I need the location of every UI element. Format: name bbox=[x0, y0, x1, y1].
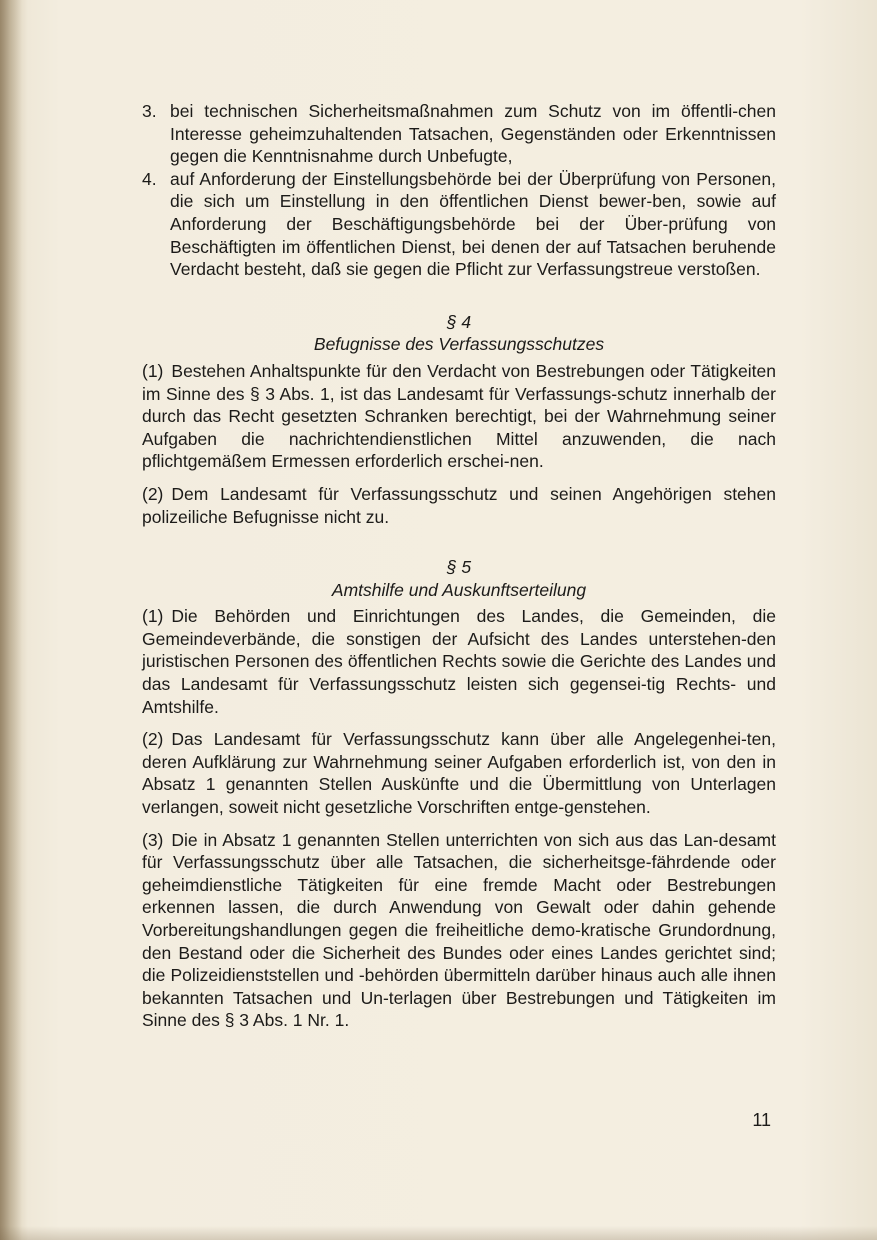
paragraph-number: (2) bbox=[142, 729, 164, 750]
list-item-3 bbox=[142, 100, 776, 168]
page-bottom-edge bbox=[0, 1226, 877, 1240]
page-number: 11 bbox=[752, 1110, 771, 1130]
section-5-paragraph-3 bbox=[142, 829, 776, 1032]
list-item-4 bbox=[142, 168, 776, 281]
section-5-paragraph-2 bbox=[142, 728, 776, 818]
paragraph-number: (1) bbox=[142, 606, 164, 627]
paragraph-number: (3) bbox=[142, 829, 164, 850]
paragraph-number: (1) bbox=[142, 360, 164, 381]
list-item-number: 4. bbox=[142, 168, 157, 189]
list-item-text: auf Anforderung der Einstellungsbehörde bei der Überprüfung von Personen, die sich um Einstellung in den öffentlichen Dienst bewer-ben, sowie auf Anforderung der Beschäftigungsbehörde bei der Über-prüfung von Beschäftigten im öffentlichen Dienst, bei denen der auf Tatsachen beruhende Verdacht besteht, daß sie gegen die Pflicht zur Verfassungstreue verstoßen. bbox=[170, 168, 776, 280]
paragraph-number: (2) bbox=[142, 483, 164, 504]
list-item-number: 3. bbox=[142, 101, 157, 121]
paragraph-text: Die in Absatz 1 genannten Stellen unterrichten von sich aus das Lan-desamt für Verfassungsschutz über alle Tatsachen, die sicherheitsge-fährdende oder geheimdienstliche Tätigkeiten für eine fremde Macht oder Bestrebungen erkennen lassen, die durch Anwendung von Gewalt oder dahin gehende Vorbereitungshandlungen gegen die freiheitliche demo-kratische Grundordnung, den Bestand oder die Sicherheit des Bundes oder eines Landes gerichtet sind; die Polizeidienststellen und -behörden übermitteln darüber hinaus auch alle ihnen bekannten Tatsachen und Un-terlagen über Bestrebungen und Tätigkeiten im Sinne des § 3 Abs. 1 Nr. 1. bbox=[142, 829, 776, 1031]
section-5-number: § 5 bbox=[446, 557, 472, 578]
paragraph-text: Dem Landesamt für Verfassungsschutz und seinen Angehörigen stehen polizeiliche Befugnisse nicht zu. bbox=[142, 483, 776, 527]
list-item-text: bei technischen Sicherheitsmaßnahmen zum Schutz von im öffentli-chen Interesse geheimzuhaltenden Tatsachen, Gegenständen oder Erkenntnissen gegen die Kenntnisnahme durch Unbefugte, bbox=[170, 101, 776, 167]
section-4-title: Befugnisse des Verfassungsschutzes bbox=[313, 334, 605, 355]
section-4-paragraph-2 bbox=[142, 483, 776, 528]
section-5-paragraph-1 bbox=[142, 605, 776, 718]
section-5-title: Amtshilfe und Auskunftserteilung bbox=[331, 579, 587, 600]
paragraph-text: Das Landesamt für Verfassungsschutz kann über alle Angelegenhei-ten, deren Aufklärung zur Wahrnehmung seiner Aufgaben erforderlich ist, von den in Absatz 1 genannten Stellen Auskünfte und die Übermittlung von Unterlagen verlangen, soweit nicht gesetzliche Vorschriften entge-genstehen. bbox=[142, 729, 776, 818]
page-content bbox=[142, 100, 776, 1032]
paragraph-text: Bestehen Anhaltspunkte für den Verdacht von Bestrebungen oder Tätigkeiten im Sinne des § 3 Abs. 1, ist das Landesamt für Verfassungs-schutz innerhalb der durch das Recht gesetzten Schranken berechtigt, bei der Wahrnehmung seiner Aufgaben die nachrichtendienstlichen Mittel anzuwenden, die nach pflichtgemäßem Ermessen erforderlich erschei-nen. bbox=[142, 360, 776, 472]
paragraph-text: Die Behörden und Einrichtungen des Landes, die Gemeinden, die Gemeindeverbände, die sonstigen der Aufsicht des Landes unterstehen-den juristischen Personen des öffentlichen Rechts sowie die Gerichte des Landes und das Landesamt für Verfassungsschutz leisten sich gegensei-tig Rechts- und Amtshilfe. bbox=[142, 606, 776, 717]
book-spine-shadow bbox=[0, 0, 22, 1240]
section-4-paragraph-1 bbox=[142, 360, 776, 473]
section-4-number: § 4 bbox=[446, 311, 472, 332]
